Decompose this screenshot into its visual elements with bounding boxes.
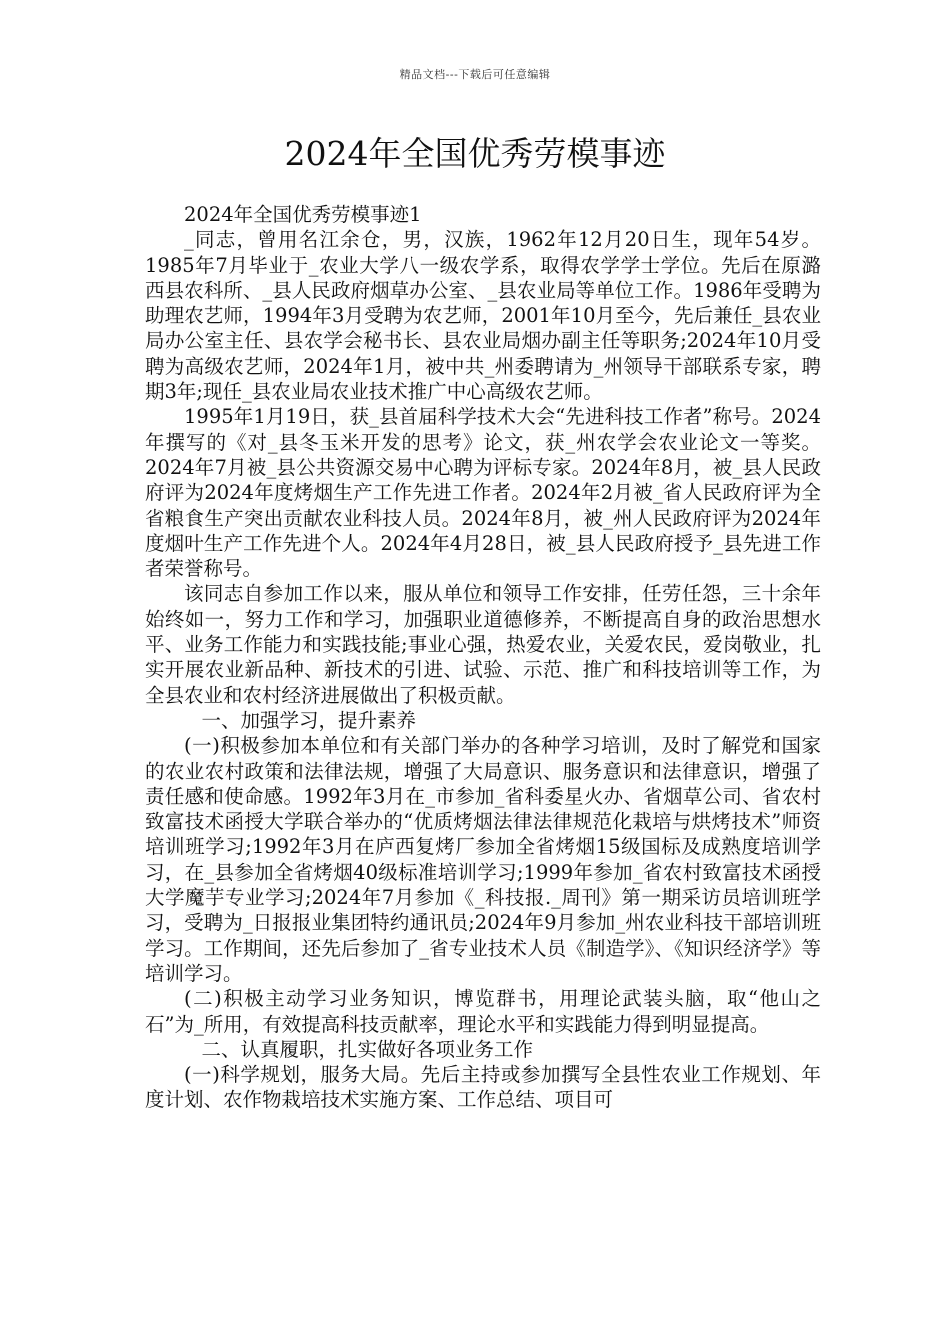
page-header-note: 精品文档---下载后可任意编辑 [399, 68, 551, 81]
body-paragraph: (一)科学规划，服务大局。先后主持或参加撰写全县性农业工作规划、年度计划、农作物栽培技术实施方案、工作总结、项目可 [145, 1063, 821, 1112]
body-paragraph: (一)积极参加本单位和有关部门举办的各种学习培训，及时了解党和国家的农业农村政策和法律法规，增强了大局意识、服务意识和法律意识，增强了责任感和使命感。1992年3月在_市参加_省科委星火办、省烟草公司、省农村致富技术函授大学联合举办的“优质烤烟法律法律规范化栽培与烘烤技术”师资培训班学习;1992年3月在庐西复烤厂参加全省烤烟15级国标及成熟度培训学习，在_县参加全省烤烟40级标准培训学习;1999年参加_省农村致富技术函授大学魔芋专业学习;2024年7月参加《_科技报._周刊》第一期采访员培训班学习，受聘为_日报报业集团特约通讯员;2024年9月参加_州农业科技干部培训班学习。工作期间，还先后参加了_省专业技术人员《制造学》、《知识经济学》等培训学习。 [145, 734, 821, 985]
section-heading: 2024年全国优秀劳模事迹1 [184, 203, 422, 226]
body-paragraph: 1995年1月19日，获_县首届科学技术大会“先进科技工作者”称号。2024年撰写的《对_县冬玉米开发的思考》论文，获_州农学会农业论文一等奖。2024年7月被_县公共资源交易中心聘为评标专家。2024年8月，被_县人民政府评为2024年度烤烟生产工作先进工作者。2024年2月被_省人民政府评为全省粮食生产突出贡献农业科技人员。2024年8月，被_州人民政府评为2024年度烟叶生产工作先进个人。2024年4月28日，被_县人民政府授予_县先进工作者荣誉称号。 [145, 405, 821, 581]
document-body [145, 202, 821, 1113]
body-paragraph: _同志，曾用名江余仓，男，汉族，1962年12月20日生，现年54岁。1985年7月毕业于_农业大学八一级农学系，取得农学学士学位。先后在原潞西县农科所、_县人民政府烟草办公室、_县农业局等单位工作。1986年受聘为助理农艺师，1994年3月受聘为农艺师，2001年10月至今，先后兼任_县农业局办公室主任、县农学会秘书长、县农业局烟办副主任等职务;2024年10月受聘为高级农艺师，2024年1月，被中共_州委聘请为_州领导干部联系专家，聘期3年;现任_县农业局农业技术推广中心高级农艺师。 [145, 228, 821, 404]
body-paragraph: (二)积极主动学习业务知识，博览群书，用理论武装头脑，取“他山之石”为_所用，有效提高科技贡献率，理论水平和实践能力得到明显提高。 [145, 987, 821, 1036]
document-title: 2024年全国优秀劳模事迹 [284, 134, 666, 173]
section-heading: 二、认真履职，扎实做好各项业务工作 [201, 1037, 534, 1061]
section-heading: 一、加强学习，提升素养 [201, 708, 417, 732]
body-paragraph: 该同志自参加工作以来，服从单位和领导工作安排，任劳任怨，三十余年始终如一，努力工作和学习，加强职业道德修养，不断提高自身的政治思想水平、业务工作能力和实践技能;事业心强，热爱农业，关爱农民，爱岗敬业，扎实开展农业新品种、新技术的引进、试验、示范、推广和科技培训等工作，为全县农业和农村经济进展做出了积极贡献。 [145, 582, 821, 707]
